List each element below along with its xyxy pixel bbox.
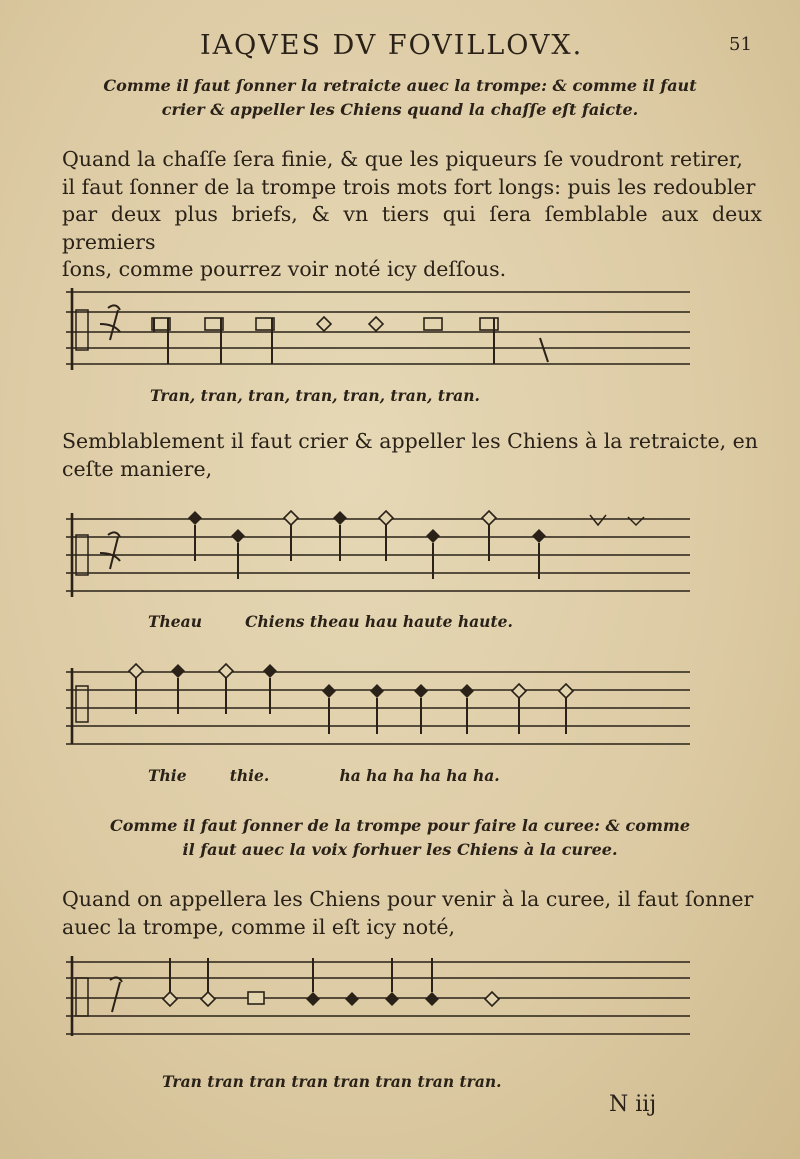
text-line: ſons, comme pourrez voir noté icy deſſous. (62, 257, 507, 281)
signature-mark: N iij (609, 1092, 657, 1117)
note-diamond (163, 958, 177, 1006)
section-heading-curee (60, 814, 740, 862)
note-diamond (201, 958, 215, 1006)
text-line: Semblablement il faut crier & appeller les Chiens à la retraicte, en (62, 429, 758, 453)
note-diamond (333, 511, 347, 561)
heading-line: il faut auec la voix forhuer les Chiens à la curee. (182, 840, 618, 859)
text-line: auec la trompe, comme il eſt icy noté, (62, 914, 455, 939)
note-diamond (532, 529, 546, 579)
note-diamond (284, 511, 298, 561)
paragraph-retraicte (62, 146, 762, 284)
note-diamond (171, 664, 185, 714)
note-breve (152, 318, 170, 364)
text-line: il faut ſonner de la trompe trois mots fort longs: puis les redoubler (62, 174, 756, 199)
note-diamond (306, 958, 320, 1006)
note-diamond (219, 664, 233, 714)
text-line: Quand la chaſſe ſera finie, & que les piqueurs ſe voudront retirer, (62, 147, 743, 171)
note-breve (248, 992, 264, 1004)
page-number: 51 (729, 34, 752, 55)
note-diamond (482, 511, 496, 561)
note-diamond (426, 529, 440, 579)
note-diamond (129, 664, 143, 714)
text-line: Quand on appellera les Chiens pour venir à la curee, il faut ſonner (62, 887, 754, 911)
heading-line: crier & appeller les Chiens quand la chaſſe eſt faicte. (161, 100, 639, 119)
note-diamond (317, 317, 331, 331)
heading-line: Comme il faut ſonner la retraicte auec la trompe: & comme il faut (103, 76, 697, 95)
note-diamond (385, 958, 399, 1006)
heading-line: Comme il faut ſonner de la trompe pour faire la curee: & comme (109, 816, 691, 835)
note-diamond (231, 529, 245, 579)
note-diamond (369, 317, 383, 331)
lyrics-voix-retraicte-1: Theau Chiens theau hau haute haute. (148, 612, 513, 631)
text-line: par deux plus briefs, & vn tiers qui ſera ſemblable aux deux premiers (62, 202, 762, 254)
note-diamond (345, 992, 359, 1006)
note-diamond (188, 511, 202, 561)
music-staff-voix-retraicte (0, 505, 800, 605)
paragraph-curee (62, 886, 762, 941)
note-breve (480, 318, 498, 364)
note-breve (424, 318, 442, 330)
page-header (0, 30, 800, 70)
section-heading-retraicte (60, 74, 740, 122)
music-staff-voix-retraicte-2 (0, 658, 800, 758)
note-diamond (379, 511, 393, 561)
note-breve (205, 318, 223, 364)
note-breve (256, 318, 274, 364)
lyrics-trompe-curee: Tran tran tran tran tran tran tran tran. (162, 1072, 502, 1091)
note-diamond (263, 664, 277, 714)
lyrics-trompe-retraicte: Tran, tran, tran, tran, tran, tran, tran. (150, 386, 480, 405)
note-diamond (485, 992, 499, 1006)
music-staff-trompe-retraicte (0, 280, 800, 380)
paragraph-appeller-chiens (62, 428, 762, 483)
note-diamond (425, 958, 439, 1006)
running-title: IAQVES DV FOVILLOVX. (200, 30, 584, 61)
text-line: ceſte maniere, (62, 456, 213, 481)
lyrics-voix-retraicte-2: Thie thie. ha ha ha ha ha ha. (148, 766, 500, 785)
music-staff-trompe-curee (0, 950, 800, 1050)
